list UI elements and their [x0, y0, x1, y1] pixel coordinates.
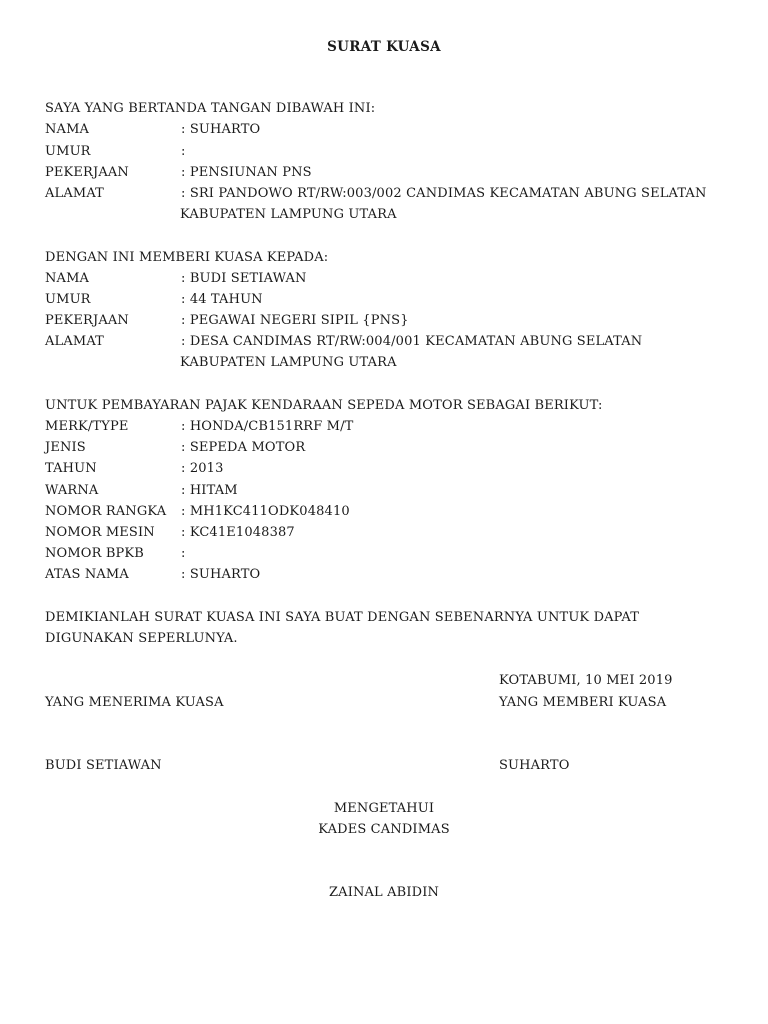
- grantee-address-continuation: KABUPATEN LAMPUNG UTARA: [180, 355, 397, 370]
- field-value: : PEGAWAI NEGERI SIPIL {PNS}: [181, 313, 409, 329]
- closing-line-2: DIGUNAKAN SEPERLUNYA.: [45, 631, 238, 646]
- field-value: : MH1KC411ODK048410: [181, 504, 350, 520]
- document-title: SURAT KUASA: [327, 39, 441, 55]
- field-label: UMUR: [45, 144, 91, 159]
- field-label: TAHUN: [45, 461, 97, 476]
- field-value: : HONDA/CB151RRF M/T: [181, 419, 353, 435]
- field-value: : DESA CANDIMAS RT/RW:004/001 KECAMATAN ABUNG SELATAN: [181, 334, 642, 350]
- giver-name: SUHARTO: [499, 758, 570, 773]
- field-label: NOMOR BPKB: [45, 546, 144, 561]
- receiver-name: BUDI SETIAWAN: [45, 758, 162, 773]
- field-label: ATAS NAMA: [45, 567, 129, 582]
- field-value: : PENSIUNAN PNS: [181, 165, 312, 181]
- receiver-label: YANG MENERIMA KUASA: [45, 695, 224, 710]
- field-label: ALAMAT: [45, 334, 104, 349]
- field-value: [181, 546, 186, 562]
- field-value: : SRI PANDOWO RT/RW:003/002 CANDIMAS KECAMATAN ABUNG SELATAN: [181, 186, 707, 202]
- field-label: JENIS: [45, 440, 86, 455]
- place-date: KOTABUMI, 10 MEI 2019: [499, 673, 673, 688]
- field-label: PEKERJAAN: [45, 165, 129, 180]
- field-value: : SUHARTO: [181, 122, 260, 138]
- grantee-intro: DENGAN INI MEMBERI KUASA KEPADA:: [45, 250, 329, 265]
- field-value: : SEPEDA MOTOR: [181, 440, 305, 456]
- field-value: [181, 144, 186, 160]
- field-value: : 44 TAHUN: [181, 292, 263, 308]
- giver-label: YANG MEMBERI KUASA: [499, 695, 667, 710]
- field-value: : HITAM: [181, 483, 238, 499]
- field-label: NOMOR MESIN: [45, 525, 155, 540]
- field-value: : BUDI SETIAWAN: [181, 271, 307, 287]
- field-label: UMUR: [45, 292, 91, 307]
- field-label: ALAMAT: [45, 186, 104, 201]
- field-value: : KC41E1048387: [181, 525, 295, 541]
- closing-line-1: DEMIKIANLAH SURAT KUASA INI SAYA BUAT DENGAN SEBENARNYA UNTUK DAPAT: [45, 610, 640, 625]
- grantor-intro: SAYA YANG BERTANDA TANGAN DIBAWAH INI:: [45, 101, 376, 116]
- field-value: : 2013: [181, 461, 224, 477]
- field-label: NAMA: [45, 122, 90, 137]
- field-label: WARNA: [45, 483, 99, 498]
- field-label: NOMOR RANGKA: [45, 504, 167, 519]
- acknowledge-label: MENGETAHUI: [333, 801, 435, 816]
- field-label: PEKERJAAN: [45, 313, 129, 328]
- vehicle-intro: UNTUK PEMBAYARAN PAJAK KENDARAAN SEPEDA MOTOR SEBAGAI BERIKUT:: [45, 398, 603, 413]
- acknowledge-title: KADES CANDIMAS: [318, 822, 450, 837]
- field-label: MERK/TYPE: [45, 419, 129, 434]
- grantor-address-continuation: KABUPATEN LAMPUNG UTARA: [180, 207, 397, 222]
- acknowledge-name: ZAINAL ABIDIN: [328, 885, 440, 900]
- field-value: : SUHARTO: [181, 567, 260, 583]
- field-label: NAMA: [45, 271, 90, 286]
